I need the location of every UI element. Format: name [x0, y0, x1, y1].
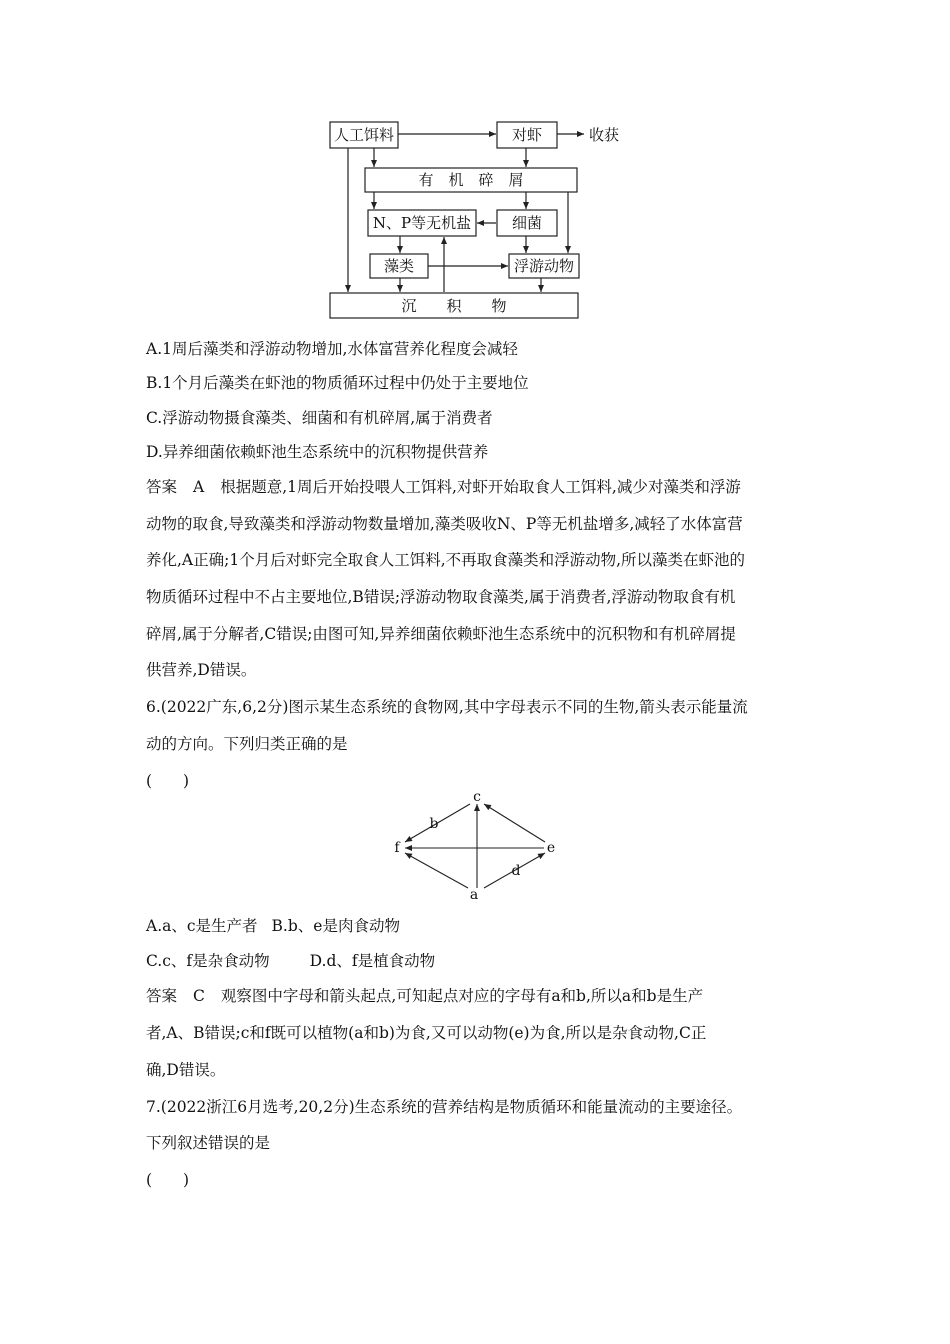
q7-stem: 7.(2022浙江6月选考,20,2分)生态系统的营养结构是物质循环和能量流动的主要途径。 — [146, 1098, 743, 1116]
explanation-text: 根据题意,1周后开始投喂人工饵料,对虾开始取食人工饵料,减少对藻类和浮游 — [220, 478, 741, 496]
q5-explanation-line: 碎屑,属于分解者,C错误;由图可知,异养细菌依赖虾池生态系统中的沉积物和有机碎屑提 — [146, 625, 736, 643]
explanation-text: 观察图中字母和箭头起点,可知起点对应的字母有a和b,所以a和b是生产 — [220, 987, 704, 1005]
q6-explanation-line: 确,D错误。 — [146, 1061, 226, 1079]
organic-debris-label: 有 机 碎 屑 — [418, 171, 524, 189]
q5-explanation-line: 养化,A正确;1个月后对虾完全取食人工饵料,不再取食藻类和浮游动物,所以藻类在虾池的 — [146, 551, 746, 569]
q5-option-a: A.1周后藻类和浮游动物增加,水体富营养化程度会减轻 — [146, 340, 518, 358]
node-a: a — [469, 887, 479, 903]
q6-stem: 动的方向。下列归类正确的是 — [146, 735, 348, 753]
zooplankton-label: 浮游动物 — [513, 257, 575, 275]
sediment-label: 沉 积 物 — [401, 297, 507, 315]
q6-paren: ( ) — [146, 772, 190, 790]
node-d: d — [511, 863, 521, 879]
q5-option-b: B.1个月后藻类在虾池的物质循环过程中仍处于主要地位 — [146, 374, 529, 392]
q6-option-d: D.d、f是植食动物 — [309, 952, 436, 970]
q6-options-row-1 — [146, 916, 400, 936]
q5-option-c: C.浮游动物摄食藻类、细菌和有机碎屑,属于消费者 — [146, 409, 493, 427]
q5-explanation-line: 物质循环过程中不占主要地位,B错误;浮游动物取食藻类,属于消费者,浮游动物取食有机 — [146, 588, 736, 606]
arrow-a-f — [405, 853, 468, 888]
q5-answer-line — [146, 477, 741, 497]
inorganic-salts-label: N、P等无机盐 — [372, 214, 472, 232]
shrimp-pond-diagram — [0, 0, 950, 330]
artificial-feed-label: 人工饵料 — [333, 126, 395, 144]
q5-explanation-line: 动物的取食,导致藻类和浮游动物数量增加,藻类吸收N、P等无机盐增多,减轻了水体富营 — [146, 515, 743, 533]
node-e: e — [546, 840, 556, 856]
q6-explanation-line: 者,A、B错误;c和f既可以植物(a和b)为食,又可以动物(e)为食,所以是杂食动物,C正 — [146, 1024, 707, 1042]
q7-stem: 下列叙述错误的是 — [146, 1134, 271, 1152]
node-f: f — [394, 840, 400, 856]
q7-paren: ( ) — [146, 1171, 190, 1189]
q6-answer-line — [146, 986, 703, 1006]
shrimp-label: 对虾 — [511, 126, 543, 144]
q6-option-b: B.b、e是肉食动物 — [271, 917, 400, 935]
q6-options-row-2 — [146, 951, 435, 971]
node-b: b — [429, 816, 439, 832]
answer-letter: C — [193, 987, 205, 1005]
q5-option-d: D.异养细菌依赖虾池生态系统中的沉积物提供营养 — [146, 443, 489, 461]
q6-stem: 6.(2022广东,6,2分)图示某生态系统的食物网,其中字母表示不同的生物,箭头表示能量流 — [146, 698, 748, 716]
algae-label: 藻类 — [383, 257, 415, 275]
bacteria-label: 细菌 — [511, 214, 543, 232]
harvest-label: 收获 — [588, 126, 620, 144]
q6-option-c: C.c、f是杂食动物 — [146, 952, 270, 970]
q6-option-a: A.a、c是生产者 — [146, 917, 258, 935]
answer-letter: A — [193, 478, 205, 496]
answer-label: 答案 — [146, 478, 178, 496]
node-c: c — [473, 790, 481, 805]
arrow-e-c — [484, 804, 545, 842]
answer-label: 答案 — [146, 987, 178, 1005]
food-web-diagram — [0, 790, 950, 910]
q5-explanation-line: 供营养,D错误。 — [146, 661, 257, 679]
